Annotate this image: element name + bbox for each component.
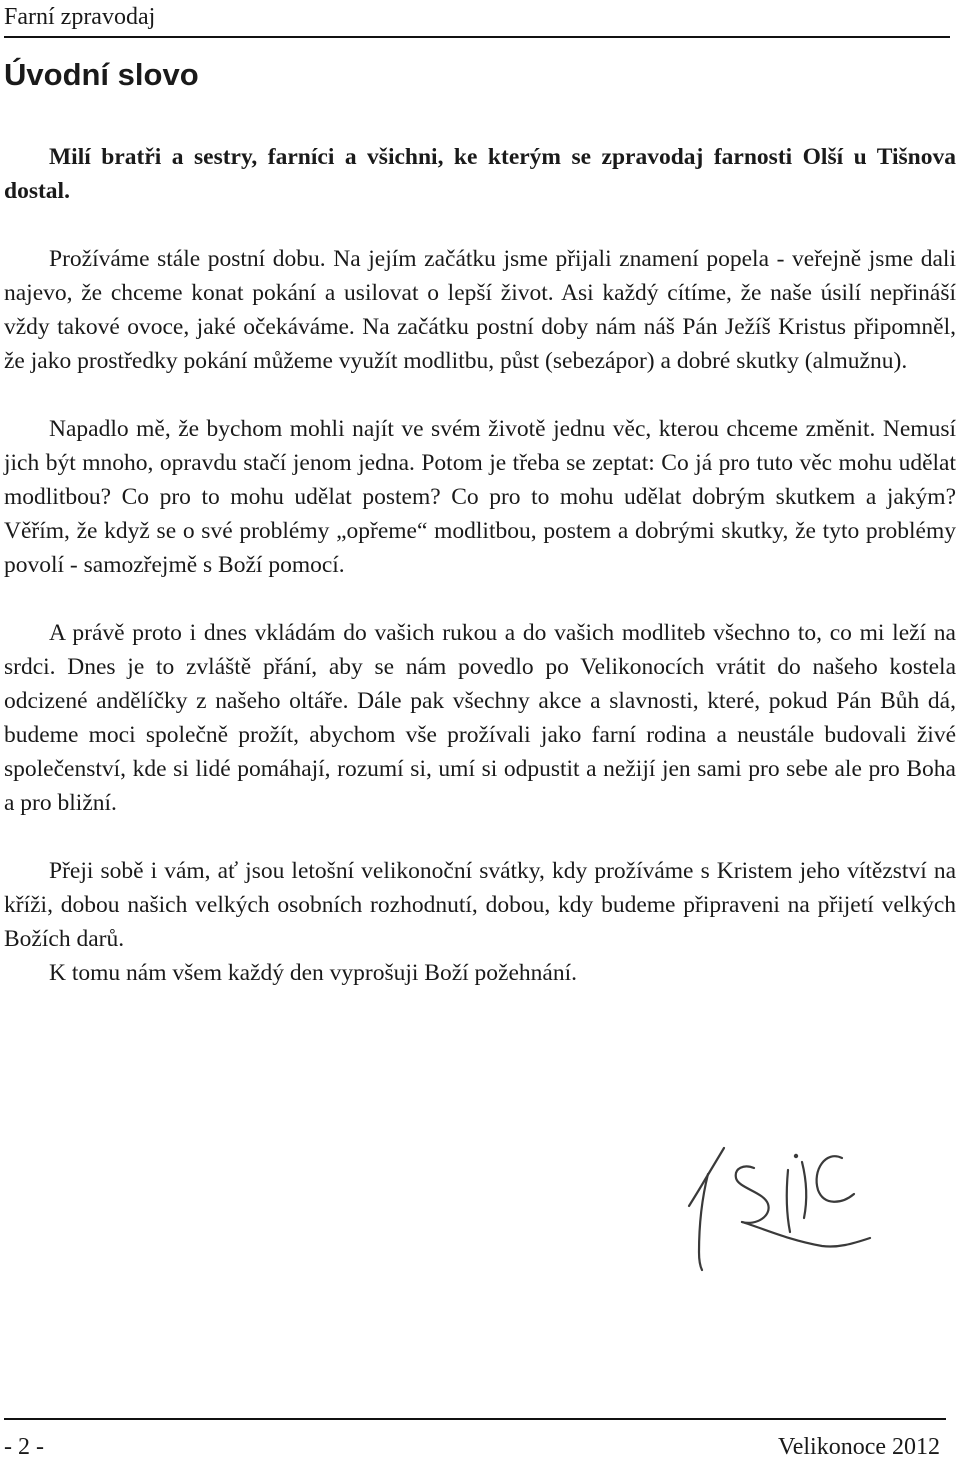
page-number: - 2 -: [4, 1434, 44, 1460]
paragraph-change: Napadlo mě, že bychom mohli najít ve svém životě jednu věc, kterou chceme změnit. Nemusí jich být mnoho, opravdu stačí jenom jedna. Potom je třeba se zeptat: Co já pro tuto věc mohu udělat modlitbou? Co pro to mohu udělat postem? Co pro to mohu udělat dobrým skutkem a jakým? Věřím, že když se o své problémy „opřeme“ modlitbou, postem a dobrými skutky, že tyto problémy povolí - samozřejmě s Boží pomocí.: [4, 416, 956, 578]
paragraph-spacer: [4, 820, 956, 854]
section-title: Úvodní slovo: [4, 57, 199, 92]
article-body: [4, 140, 956, 990]
paragraph-lent: Prožíváme stále postní dobu. Na jejím začátku jsme přijali znamení popela - veřejně jsme dali najevo, že chceme konat pokání a usilovat o lepší život. Asi každý cítíme, že naše úsilí nepřináší vždy takové ovoce, jaké očekáváme. Na začátku postní doby nám náš Pán Ježíš Kristus připomněl, že jako prostředky pokání můžeme využít modlitbu, půst (sebezápor) a dobré skutky (almužnu).: [4, 246, 956, 374]
closing-line: K tomu nám všem každý den vyprošuji Boží požehnání.: [49, 960, 577, 986]
issue-label: Velikonoce 2012: [778, 1434, 940, 1460]
paragraph-prayers: A právě proto i dnes vkládám do vašich rukou a do vašich modliteb všechno to, co mi leží na srdci. Dnes je to zvláště přání, aby se nám povedlo po Velikonocích vrátit do našeho kostela odcizené andělíčky z našeho oltáře. Dále pak všechny akce a slavnosti, které, pokud Pán Bůh dá, budeme moci společně prožít, abychom vše prožívali jako farní rodina a neustále budovali živé společenství, kde si lidé pomáhají, rozumí si, umí si odpustit a nežijí jen sami pro sebe ale pro Boha a pro bližní.: [4, 620, 956, 816]
paragraph-spacer: [4, 208, 956, 242]
greeting-paragraph: Milí bratři a sestry, farníci a všichni, ke kterým se zpravodaj farnosti Olší u Tišnova dostal.: [4, 144, 956, 204]
page-footer: [4, 1418, 946, 1460]
paragraph-spacer: [4, 582, 956, 616]
newsletter-title: Farní zpravodaj: [4, 4, 156, 30]
paragraph-spacer: [4, 378, 956, 412]
paragraph-wishes: Přeji sobě i vám, ať jsou letošní velikonoční svátky, kdy prožíváme s Kristem jeho vítězství na kříži, dobou našich velkých osobních rozhodnutí, dobou, kdy budeme připraveni na přijetí velkých Božích darů.: [4, 858, 956, 952]
handwritten-signature: [672, 1134, 884, 1282]
page-header: [4, 0, 950, 38]
